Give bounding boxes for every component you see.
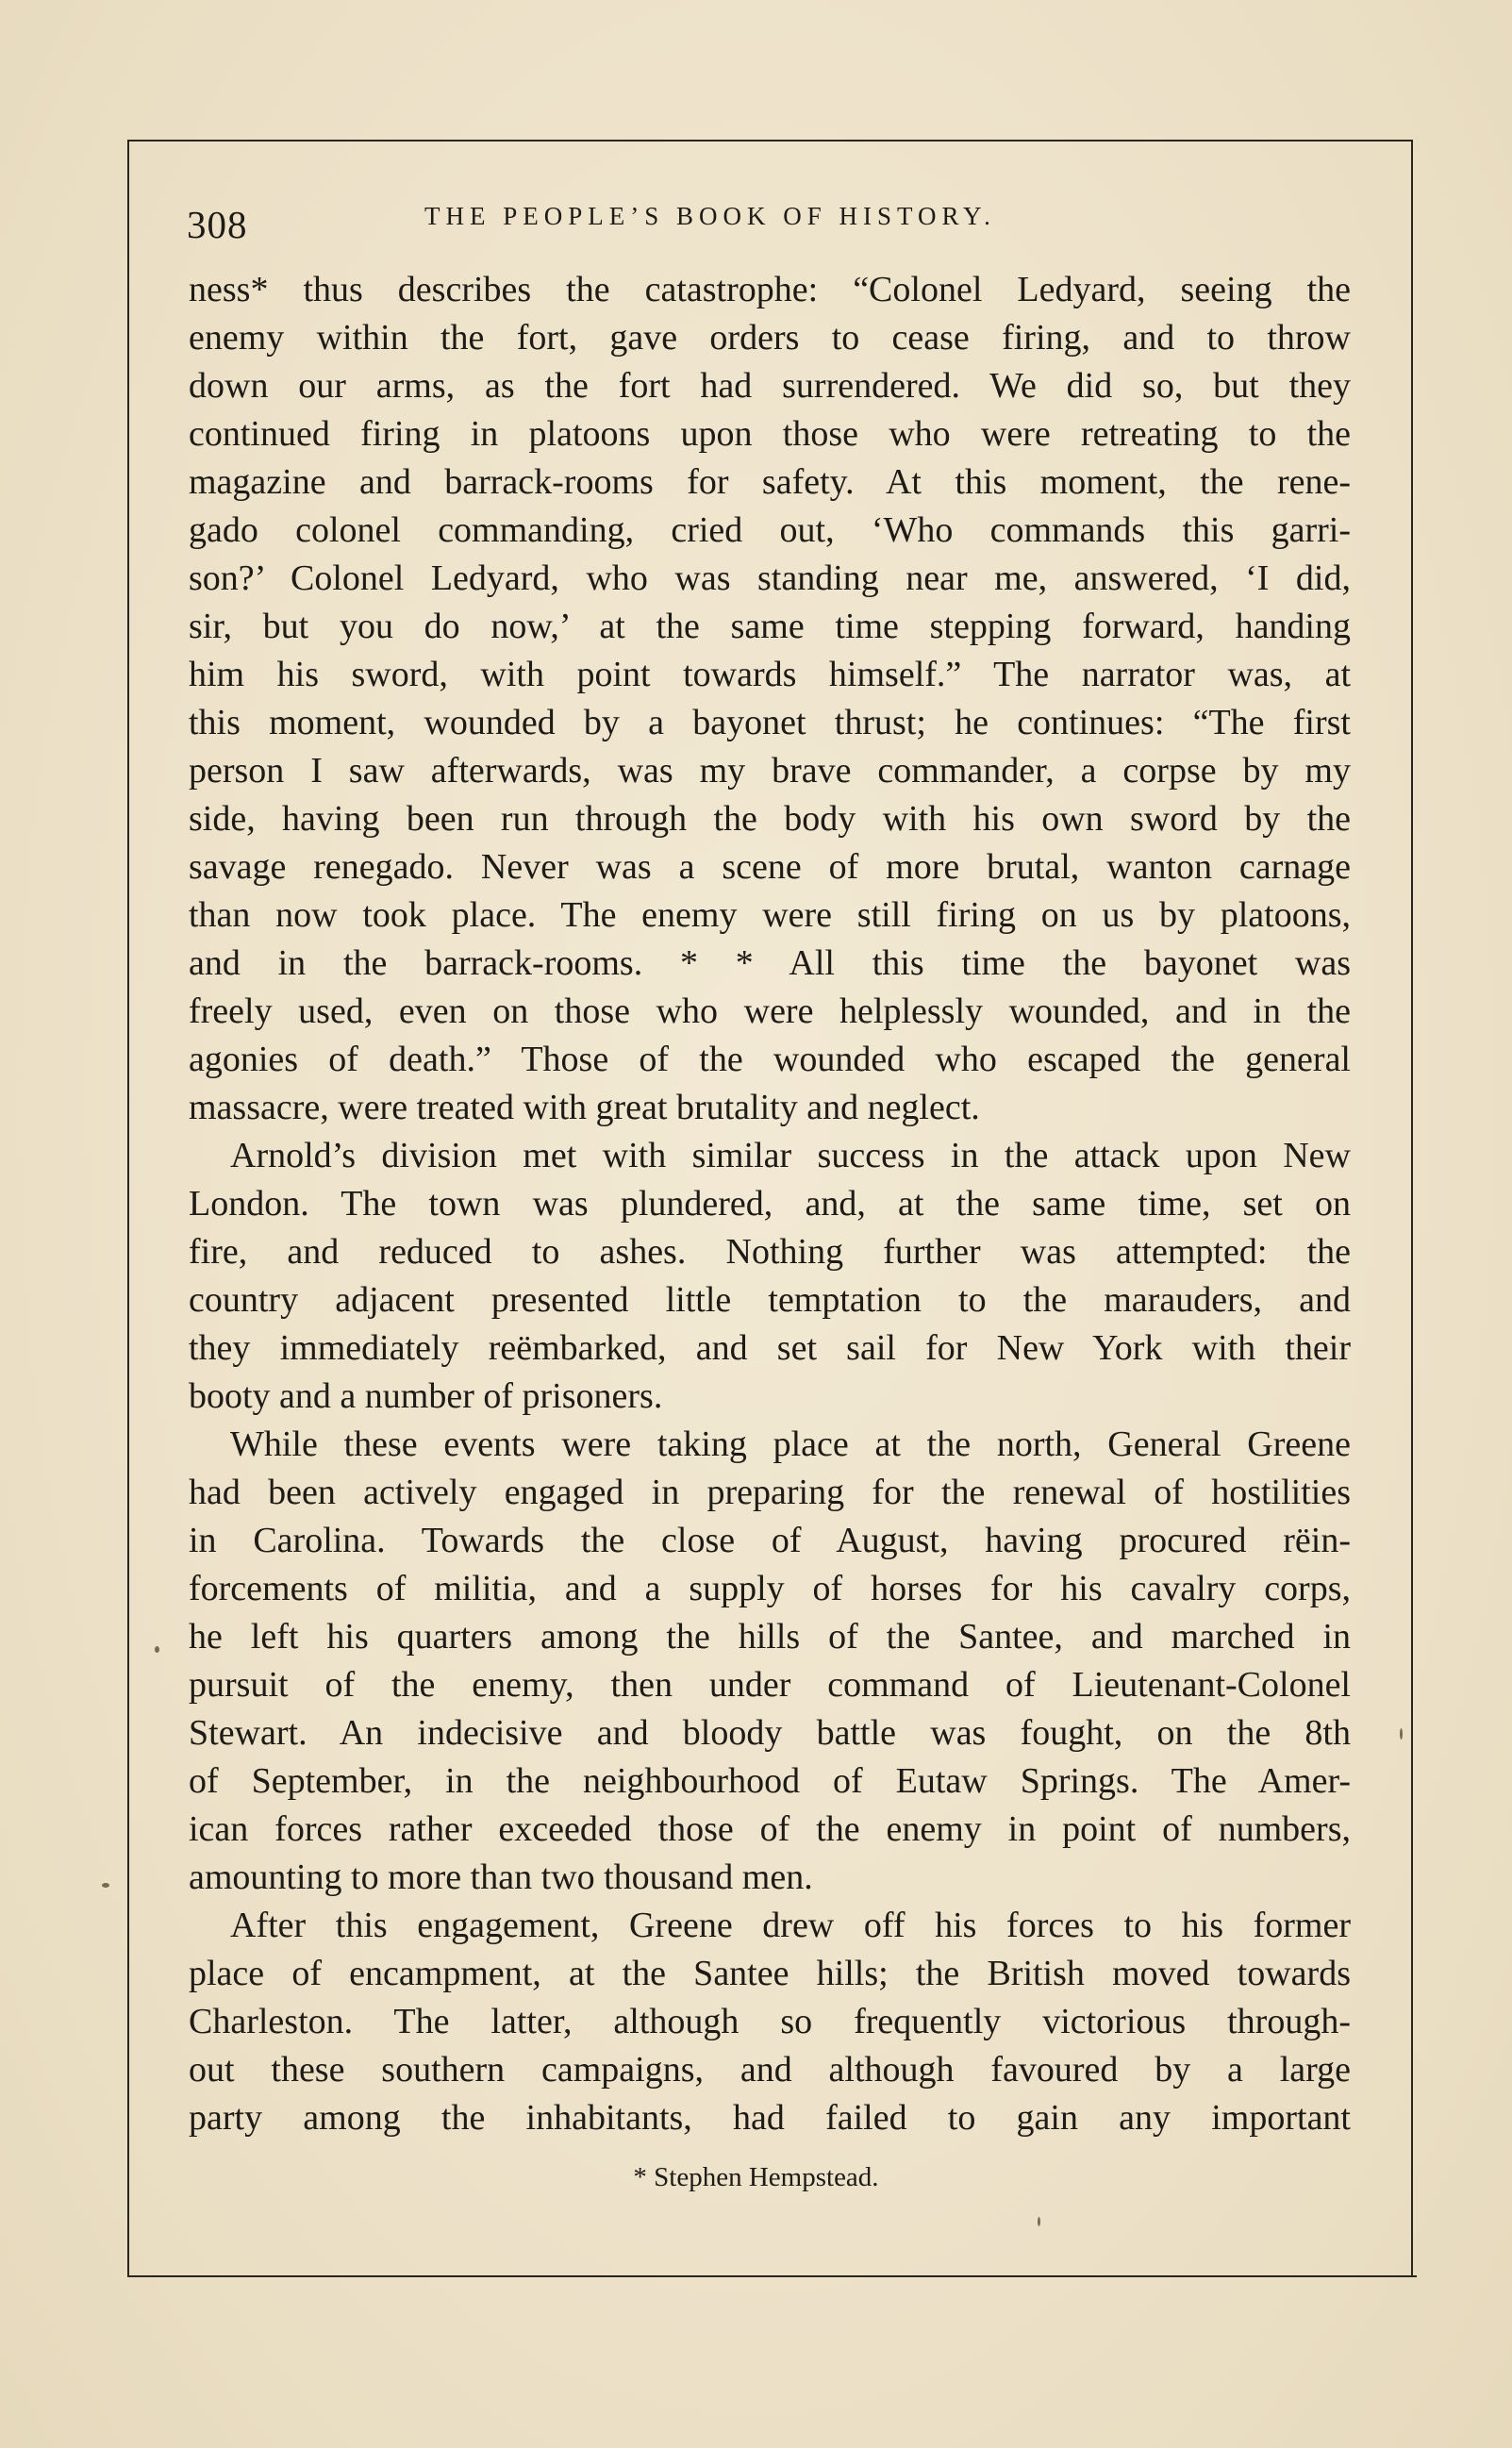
text-line: person I saw afterwards, was my brave commander, a corpse by my	[189, 751, 1351, 791]
text-line: amounting to more than two thousand men.	[189, 1857, 813, 1897]
paper-speck	[1038, 2217, 1040, 2226]
text-line: he left his quarters among the hills of the Santee, and marched in	[189, 1617, 1351, 1657]
running-title: THE PEOPLE’S BOOK OF HISTORY.	[424, 202, 996, 230]
text-line: fire, and reduced to ashes. Nothing further was attempted: the	[189, 1232, 1351, 1272]
text-line: booty and a number of prisoners.	[189, 1376, 663, 1416]
text-line: and in the barrack-rooms. * * All this time the bayonet was	[189, 943, 1351, 983]
text-line: son?’ Colonel Ledyard, who was standing near me, answered, ‘I did,	[189, 558, 1351, 598]
text-line: continued firing in platoons upon those who were retreating to the	[189, 414, 1351, 454]
text-line: country adjacent presented little temptation to the marauders, and	[189, 1280, 1351, 1320]
paper-speck	[155, 1646, 159, 1653]
text-line: than now took place. The enemy were still firing on us by platoons,	[189, 895, 1351, 935]
text-line: in Carolina. Towards the close of August, having procured rëin-	[189, 1521, 1351, 1560]
paper-speck	[102, 1883, 109, 1888]
text-line: side, having been run through the body with his own sword by the	[189, 799, 1351, 839]
text-line: they immediately reëmbarked, and set sail for New York with their	[189, 1328, 1351, 1368]
text-line: agonies of death.” Those of the wounded who escaped the general	[189, 1040, 1351, 1079]
text-line: ican forces rather exceeded those of the enemy in point of numbers,	[189, 1809, 1351, 1849]
text-line: massacre, were treated with great brutality and neglect.	[189, 1088, 980, 1127]
text-line: out these southern campaigns, and although favoured by a large	[189, 2050, 1351, 2090]
text-line: Charleston. The latter, although so frequently victorious through-	[189, 2002, 1351, 2041]
text-line: of September, in the neighbourhood of Eutaw Springs. The Amer-	[189, 1761, 1351, 1801]
text-line: pursuit of the enemy, then under command of Lieutenant-Colonel	[189, 1665, 1351, 1705]
text-line: savage renegado. Never was a scene of more brutal, wanton carnage	[189, 847, 1351, 887]
text-line: gado colonel commanding, cried out, ‘Who commands this garri-	[189, 510, 1351, 550]
text-line: down our arms, as the fort had surrendered. We did so, but they	[189, 366, 1351, 406]
text-line: ness* thus describes the catastrophe: “Colonel Ledyard, seeing the	[189, 270, 1351, 309]
text-line: place of encampment, at the Santee hills; the British moved towards	[189, 1954, 1351, 1993]
page-number: 308	[187, 203, 248, 246]
paper-speck	[1400, 1728, 1403, 1740]
text-line: London. The town was plundered, and, at the same time, set on	[189, 1184, 1351, 1224]
text-line: After this engagement, Greene drew off his forces to his former	[230, 1906, 1351, 1945]
text-line: Stewart. An indecisive and bloody battle was fought, on the 8th	[189, 1713, 1351, 1753]
text-line: him his sword, with point towards himself.” The narrator was, at	[189, 655, 1351, 694]
text-line: forcements of militia, and a supply of horses for his cavalry corps,	[189, 1569, 1351, 1608]
page-header	[187, 198, 1356, 255]
body-text	[189, 266, 1351, 2142]
text-line: this moment, wounded by a bayonet thrust; he continues: “The first	[189, 703, 1351, 742]
text-line: freely used, even on those who were helplessly wounded, and in the	[189, 991, 1351, 1031]
text-line: had been actively engaged in preparing for the renewal of hostilities	[189, 1473, 1351, 1512]
text-line: Arnold’s division met with similar success in the attack upon New	[230, 1136, 1351, 1175]
text-line: party among the inhabitants, had failed to gain any important	[189, 2098, 1351, 2138]
footnote: * Stephen Hempstead.	[633, 2162, 879, 2192]
page-border-bottom-rule	[132, 2275, 1417, 2277]
text-line: While these events were taking place at the north, General Greene	[230, 1424, 1351, 1464]
text-line: magazine and barrack-rooms for safety. At this moment, the rene-	[189, 462, 1351, 502]
text-line: enemy within the fort, gave orders to cease firing, and to throw	[189, 318, 1351, 358]
text-line: sir, but you do now,’ at the same time stepping forward, handing	[189, 607, 1351, 646]
